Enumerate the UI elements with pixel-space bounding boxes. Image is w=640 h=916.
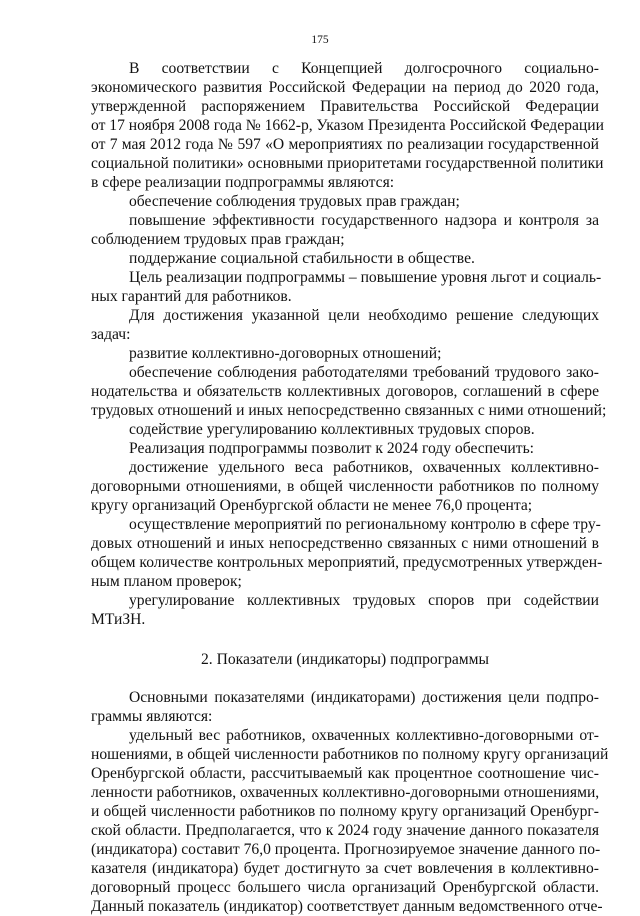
text-line: экономического развития Российской Федерации на период до 2020 года, (91, 79, 599, 96)
text-line: содействие урегулированию коллективных трудовых споров. (129, 421, 535, 438)
text-line: обеспечение соблюдения работодателями требований трудового зако- (129, 364, 599, 381)
text-line: МТиЗН. (91, 611, 146, 628)
text-line: (индикатора) составит 76,0 процента. Прогнозируемое значение данного по- (91, 841, 601, 858)
text-line: урегулирование коллективных трудовых споров при содействии (129, 592, 599, 609)
text-line: от 7 мая 2012 года № 597 «О мероприятиях по реализации государственной (91, 136, 599, 153)
text-line: Основными показателями (индикаторами) достижения цели подпро- (129, 689, 599, 706)
text-line: Оренбургской области, рассчитываемый как процентное соотношение чис- (91, 765, 599, 782)
text-line: задач: (91, 326, 131, 343)
text-line: утвержденной распоряжением Правительства Российской Федерации (91, 98, 599, 115)
text-line: достижение удельного веса работников, охваченных коллективно- (129, 459, 599, 476)
text-line: соблюдением трудовых прав граждан; (91, 231, 345, 248)
text-line: кругу организаций Оренбургской области не менее 76,0 процента; (91, 497, 533, 514)
text-line: ным планом проверок; (91, 573, 242, 590)
text-line: обеспечение соблюдения трудовых прав граждан; (129, 193, 460, 210)
text-line: В соответствии с Концепцией долгосрочного социально- (129, 60, 599, 77)
text-line: нодательства и обязательств коллективных договоров, соглашений в сфере (91, 383, 599, 400)
text-line: договорный процесс большего числа организаций Оренбургской области. (91, 879, 599, 896)
text-line: довых отношений и иных непосредственно связанных с ними отношений в (91, 535, 599, 552)
section-heading: 2. Показатели (индикаторы) подпрограммы (200, 651, 490, 668)
text-line: социальной политики» основными приоритетами государственной политики (91, 155, 604, 172)
text-line: договорными отношениями, в общей численности работников по полному (91, 478, 599, 495)
text-line: ношениями, в общей численности работников по полному кругу организаций (91, 746, 609, 763)
text-line: Цель реализации подпрограммы – повышение уровня льгот и социаль- (129, 269, 602, 286)
text-line: ской области. Предполагается, что к 2024 году значение данного показателя (91, 822, 599, 839)
text-line: повышение эффективности государственного надзора и контроля за (129, 212, 599, 229)
text-line: ных гарантий для работников. (91, 288, 292, 305)
text-line: общем количестве контрольных мероприятий, предусмотренных утвержден- (91, 554, 603, 571)
text-line: Реализация подпрограммы позволит к 2024 году обеспечить: (129, 440, 535, 457)
text-line: поддержание социальной стабильности в обществе. (129, 250, 475, 267)
text-line: от 17 ноября 2008 года № 1662-р, Указом Президента Российской Федерации (91, 117, 604, 134)
text-line: Данный показатель (индикатор) соответствует данным ведомственного отче- (91, 898, 603, 915)
text-line: граммы являются: (91, 708, 213, 725)
text-line: и общей численности работников по полному кругу организаций Оренбург- (91, 803, 599, 820)
text-line: удельный вес работников, охваченных коллективно-договорными от- (129, 727, 599, 744)
text-line: казателя (индикатора) будет достигнуто за счет вовлечения в коллективно- (91, 860, 599, 877)
page-number: 175 (311, 34, 329, 46)
text-line: в сфере реализации подпрограммы являются: (91, 174, 395, 191)
text-line: осуществление мероприятий по региональному контролю в сфере тру- (129, 516, 601, 533)
text-line: трудовых отношений и иных непосредственно связанных с ними отношений; (91, 402, 607, 419)
text-line: развитие коллективно-договорных отношений; (129, 345, 442, 362)
text-line: Для достижения указанной цели необходимо решение следующих (129, 307, 599, 324)
text-line: ленности работников, охваченных коллективно-договорными отношениями, (91, 784, 600, 801)
